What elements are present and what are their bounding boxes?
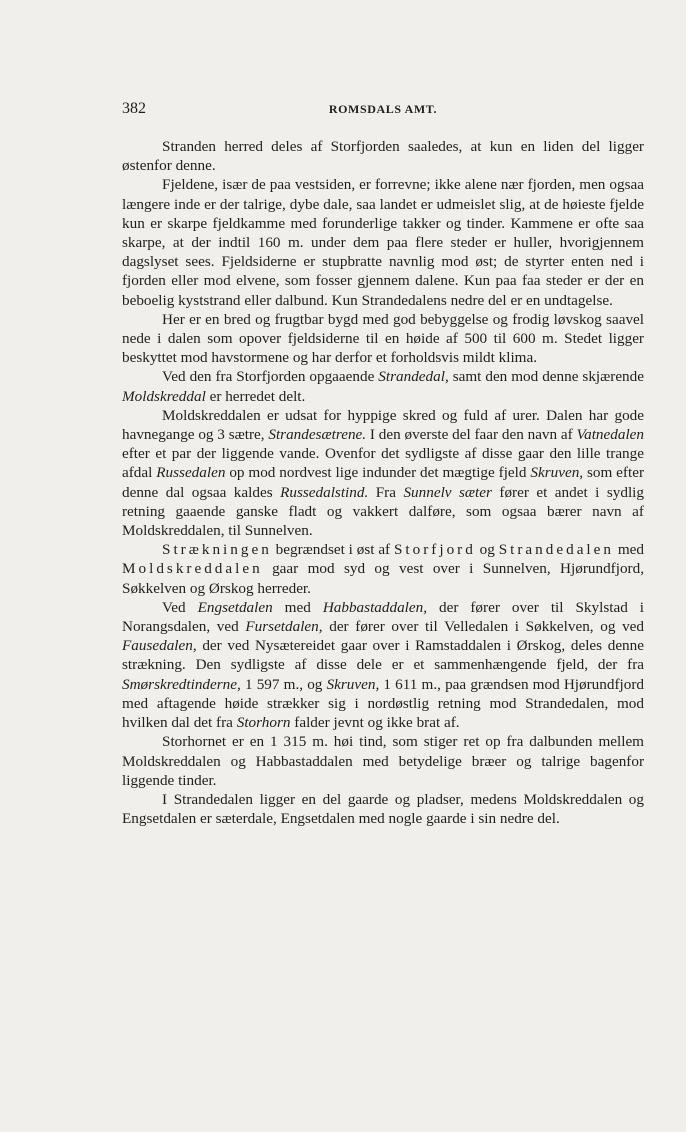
paragraph-3: Her er en bred og frugtbar bygd med god bebyggelse og frodig løvskog saavel nede i dalen som opover fjeldsiderne til en høide af 500 til 600 m. Stedet ligger beskyttet mod havstormene og har derfor et forholdsvis mildt klima. (122, 310, 644, 367)
text-run: og (475, 541, 499, 559)
paragraph-6 (122, 540, 644, 598)
paragraph-2: Fjeldene, især de paa vestsiden, er forrevne; ikke alene nær fjorden, men ogsaa længere inde er der talrige, dybe dale, saa landet er udmeislet slig, at de høieste fjelde kun er skarpe fjeldkamme med forunderlige takker og tinder. Kammene er ofte saa skarpe, at der indtil 160 m. under dem paa flere steder er huller, hvorigjennem dagslyset sees. Fjeldsiderne er stupbratte navnlig mod øst; de styrter enten ned i fjorden eller mod elvene, som fosser gjennem dalene. Kun paa faa steder er der en beboelig kyststrand eller dalbund. Kun Strandedalens nedre del er en undtagelse. (122, 176, 644, 309)
paragraph-9: I Strandedalen ligger en del gaarde og pladser, medens Moldskreddalen og Engsetdalen er sæterdale, Engsetdalen med nogle gaarde i sin nedre del. (122, 790, 644, 828)
text-run: med (272, 598, 323, 616)
text-run: Ved (162, 598, 198, 616)
place-name-fausedalen: Fausedalen, (122, 637, 197, 655)
text-run: der fører over til Velledalen i Søkkelven, og ved (322, 618, 644, 636)
text-run: op mod nordvest lige indunder det mægtige fjeld (225, 464, 531, 482)
text-run: Fra (368, 483, 404, 501)
page-header (122, 100, 644, 120)
place-name-skruven: Skruven, (326, 675, 380, 693)
text-run: der ved Nysætereidet gaar over i Ramstaddalen i Ørskog, deles denne strækning. Den sydligste af disse dele er et sammenhængende fjeld, der fra (122, 637, 644, 674)
page-number: 382 (122, 100, 146, 117)
paragraph-7 (122, 598, 644, 732)
body-text (122, 137, 644, 828)
text-run: Ved den fra Storfjorden opgaaende (162, 368, 379, 386)
spaced-word-straekningen: Strækningen (162, 541, 272, 559)
text-run: falder jevnt og ikke brat af. (290, 714, 460, 732)
place-name-sunnelv-saeter: Sunnelv sæter (403, 483, 492, 501)
place-name-russedalstind: Russedalstind. (280, 483, 369, 501)
text-run: 1 597 m., og (240, 675, 327, 693)
text-run: der fører over til Skylstad i Norangsdalen, ved (122, 598, 644, 636)
spaced-word-strandedalen: Strandedalen (498, 541, 614, 559)
text-run: Moldskreddalen er udsat for hyppige skred og fuld af urer. Dalen har gode havnegange og 3 sætre, (122, 406, 644, 444)
text-run: efter et par der liggende vande. Ovenfor det sydligste af disse gaar den lille trange afdal (122, 445, 644, 482)
text-run: I den øverste del faar den navn af (366, 426, 577, 444)
text-run: som efter denne dal ogsaa kaldes (122, 464, 645, 501)
place-name-engsetdalen: Engsetdalen (197, 598, 273, 616)
place-name-storhorn: Storhorn (236, 714, 291, 732)
paragraph-5 (122, 406, 644, 540)
place-name-moldskreddal: Moldskreddal (122, 387, 206, 405)
place-name-skruven: Skruven, (530, 464, 584, 482)
place-name-strandedal: Strandedal, (378, 368, 449, 386)
text-run: samt den mod denne skjærende (448, 368, 644, 386)
text-run: gaar mod syd og vest over i Sunnelven, Hjørundfjord, Søkkelven og Ørskog herreder. (122, 560, 644, 597)
running-title: ROMSDALS AMT. (328, 102, 438, 116)
place-name-russedalen: Russedalen (156, 464, 226, 482)
place-name-strandesaetrene: Strandesætrene. (268, 426, 367, 444)
text-run: begrændset i øst af (271, 541, 394, 559)
spaced-word-storfjord: Storfjord (393, 541, 476, 559)
text-run: med (614, 541, 644, 559)
paragraph-1: Stranden herred deles af Storfjorden saaledes, at kun en liden del ligger østenfor denne. (122, 138, 644, 175)
place-name-smorskredtinderne: Smørskredtinderne, (122, 675, 241, 693)
text-run: fører et andet i sydlig retning gaaende ganske fladt og vakkert dalføre, som ogsaa bærer navn af Moldskreddalen, til Sunnelven. (122, 483, 644, 540)
place-name-vatnedalen: Vatnedalen (576, 426, 644, 444)
text-run: er herredet delt. (205, 387, 306, 405)
place-name-fursetdalen: Fursetdalen, (245, 618, 323, 636)
spaced-word-moldskreddalen: Moldskreddalen (122, 560, 263, 578)
paragraph-4 (122, 367, 644, 405)
place-name-habbastaddalen: Habbastaddalen, (322, 598, 428, 616)
text-run: 1 611 m., paa grændsen mod Hjørundfjord med aftagende høide strækker sig i nordøstlig retning mod Strandedalen, mod hvilken dal det fra (122, 675, 644, 732)
paragraph-8: Storhornet er en 1 315 m. høi tind, som stiger ret op fra dalbunden mellem Moldskreddalen og Habbastaddalen med betydelige bræer og talrige bagenfor liggende tinder. (122, 733, 644, 789)
